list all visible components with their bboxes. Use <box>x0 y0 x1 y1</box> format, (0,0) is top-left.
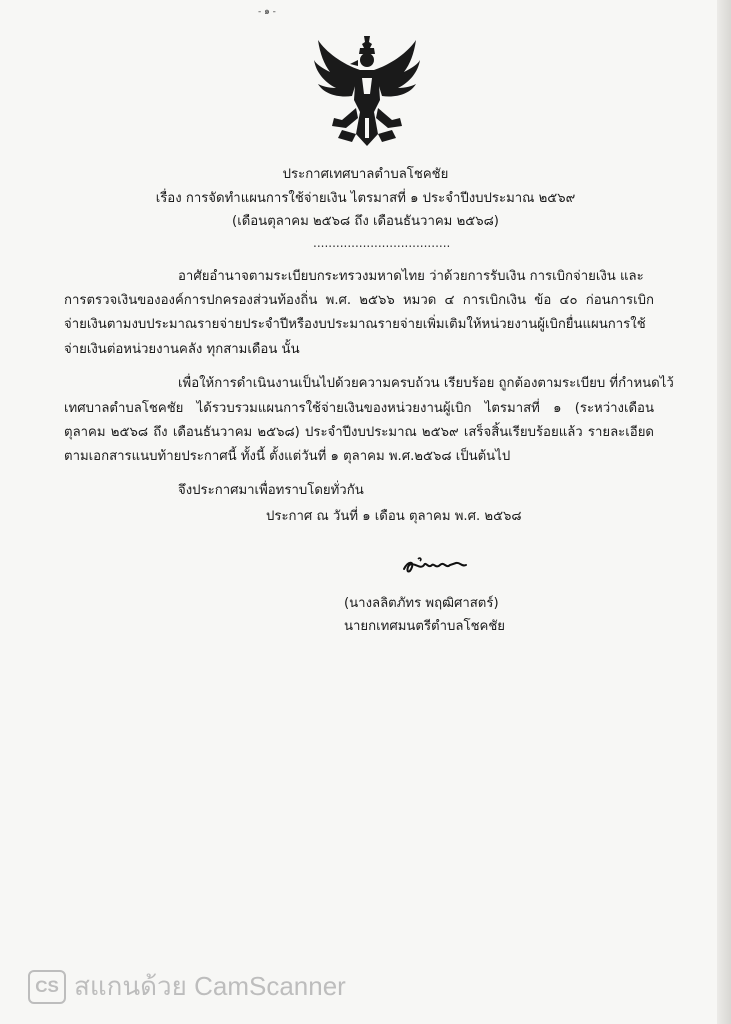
signer-title: นายกเทศมนตรีตำบลโชคชัย <box>344 619 506 634</box>
para1-line1: อาศัยอำนาจตามระเบียบกระทรวงมหาดไทย ว่าด้วยการรับเงิน การเบิกจ่ายเงิน และ <box>178 269 644 284</box>
document-subject: เรื่อง การจัดทำแผนการใช้จ่ายเงิน ไตรมาสที่ ๑ ประจำปีงบประมาณ ๒๕๖๙ <box>155 191 576 206</box>
para2-line4: ตามเอกสารแนบท้ายประกาศนี้ ทั้งนี้ ตั้งแต่วันที่ ๑ ตุลาคม พ.ศ.๒๕๖๘ เป็นต้นไป <box>64 449 511 464</box>
signature-icon <box>400 553 470 579</box>
para1-line3: จ่ายเงินตามงบประมาณรายจ่ายประจำปีหรืองบประมาณรายจ่ายเพิ่มเติมให้หน่วยงานผู้เบิกยื่นแผนการใช้ <box>64 317 646 332</box>
document-title: ประกาศเทศบาลตำบลโชคชัย <box>282 167 449 182</box>
para1-line4: จ่ายเงินต่อหน่วยงานคลัง ทุกสามเดือน นั้น <box>64 342 300 357</box>
para2-line3: ตุลาคม ๒๕๖๘ ถึง เดือนธันวาคม ๒๕๖๘) ประจำปีงบประมาณ ๒๕๖๙ เสร็จสิ้นเรียบร้อยแล้ว รายละเอียด <box>64 425 654 440</box>
para2-line1: เพื่อให้การดำเนินงานเป็นไปด้วยความครบถ้วน เรียบร้อย ถูกต้องตามระเบียบ ที่กำหนดไว้ <box>178 376 674 391</box>
page-number-mark: - ๑ - <box>258 7 276 17</box>
camscanner-text: สแกนด้วย CamScanner <box>74 971 346 1001</box>
para2-line2: เทศบาลตำบลโชคชัย ได้รวบรวมแผนการใช้จ่ายเงินของหน่วยงานผู้เบิก ไตรมาสที่ ๑ (ระหว่างเดือน <box>64 401 654 416</box>
scan-edge-shadow <box>717 0 731 1024</box>
signer-name: (นางลลิตภัทร พฤฒิศาสตร์) <box>344 596 499 611</box>
date-line: ประกาศ ณ วันที่ ๑ เดือน ตุลาคม พ.ศ. ๒๕๖๘ <box>266 509 522 524</box>
announcement-line: จึงประกาศมาเพื่อทราบโดยทั่วกัน <box>178 483 364 498</box>
para1-line2: การตรวจเงินขององค์การปกครองส่วนท้องถิ่น พ.ศ. ๒๕๖๖ หมวด ๔ การเบิกเงิน ข้อ ๔๐ ก่อนการเบิก <box>64 293 654 308</box>
document-period: (เดือนตุลาคม ๒๕๖๘ ถึง เดือนธันวาคม ๒๕๖๘) <box>232 214 499 229</box>
garuda-emblem-icon <box>312 34 422 149</box>
camscanner-logo-icon: CS <box>28 970 66 1004</box>
title-separator: .................................... <box>313 236 451 250</box>
camscanner-watermark <box>28 966 346 1007</box>
